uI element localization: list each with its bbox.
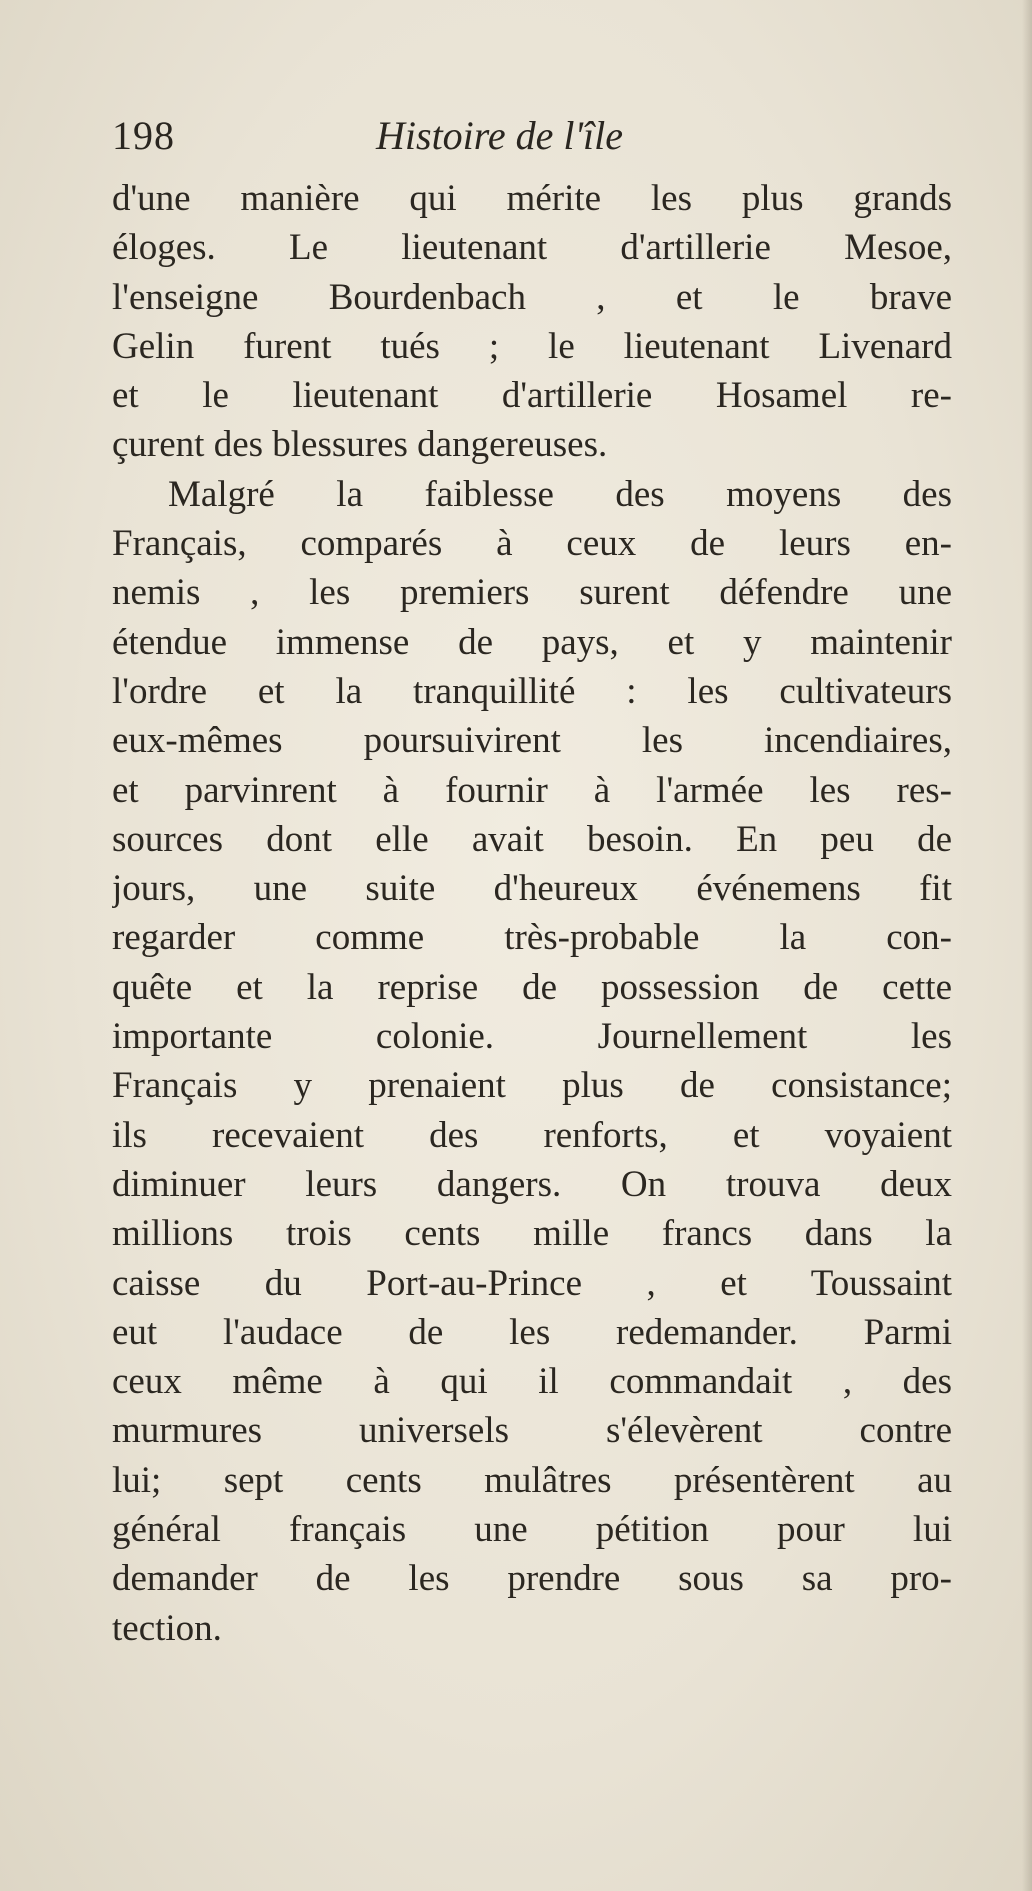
text-line: Français, comparés à ceux de leurs en- <box>112 523 952 565</box>
text-line: sources dont elle avait besoin. En peu de <box>112 818 952 860</box>
text-line: général français une pétition pour lui <box>112 1509 952 1551</box>
text-line: murmures universels s'élevèrent contre <box>112 1410 952 1452</box>
body-text <box>112 174 952 1653</box>
text-line: regarder comme très-probable la con- <box>112 917 952 959</box>
text-line: demander de les prendre sous sa pro- <box>112 1558 952 1600</box>
text-line: millions trois cents mille francs dans la <box>112 1213 952 1255</box>
text-line: l'enseigne Bourdenbach , et le brave <box>112 276 952 318</box>
text-line: eux-mêmes poursuivirent les incendiaires, <box>112 720 952 762</box>
page-edge-shadow <box>1022 0 1032 1891</box>
text-line: lui; sept cents mulâtres présentèrent au <box>112 1459 952 1501</box>
text-line: et parvinrent à fournir à l'armée les res- <box>112 769 952 811</box>
text-line: nemis , les premiers surent défendre une <box>112 572 952 614</box>
page-number: 198 <box>112 113 175 158</box>
text-line: tection. <box>112 1607 222 1649</box>
page-header <box>112 112 712 164</box>
text-line: caisse du Port-au-Prince , et Toussaint <box>112 1262 952 1304</box>
text-line: eut l'audace de les redemander. Parmi <box>112 1311 952 1353</box>
text-line: l'ordre et la tranquillité : les cultivateurs <box>112 670 952 712</box>
text-line: ils recevaient des renforts, et voyaient <box>112 1114 952 1156</box>
text-line: Gelin furent tués ; le lieutenant Livenard <box>112 325 952 367</box>
text-line: Malgré la faiblesse des moyens des <box>168 473 952 515</box>
text-line: d'une manière qui mérite les plus grands <box>112 178 952 219</box>
text-line: et le lieutenant d'artillerie Hosamel re- <box>112 375 952 417</box>
text-line: çurent des blessures dangereuses. <box>112 424 608 466</box>
text-line: éloges. Le lieutenant d'artillerie Mesoe, <box>112 227 952 269</box>
running-title: Histoire de l'île <box>376 113 624 158</box>
text-line: quête et la reprise de possession de cette <box>112 966 952 1008</box>
text-line: étendue immense de pays, et y maintenir <box>112 621 952 663</box>
text-line: Français y prenaient plus de consistance; <box>112 1065 952 1107</box>
text-line: diminuer leurs dangers. On trouva deux <box>112 1163 952 1205</box>
text-line: jours, une suite d'heureux événemens fit <box>112 868 952 910</box>
text-line: importante colonie. Journellement les <box>112 1016 952 1058</box>
text-line: ceux même à qui il commandait , des <box>112 1361 952 1403</box>
